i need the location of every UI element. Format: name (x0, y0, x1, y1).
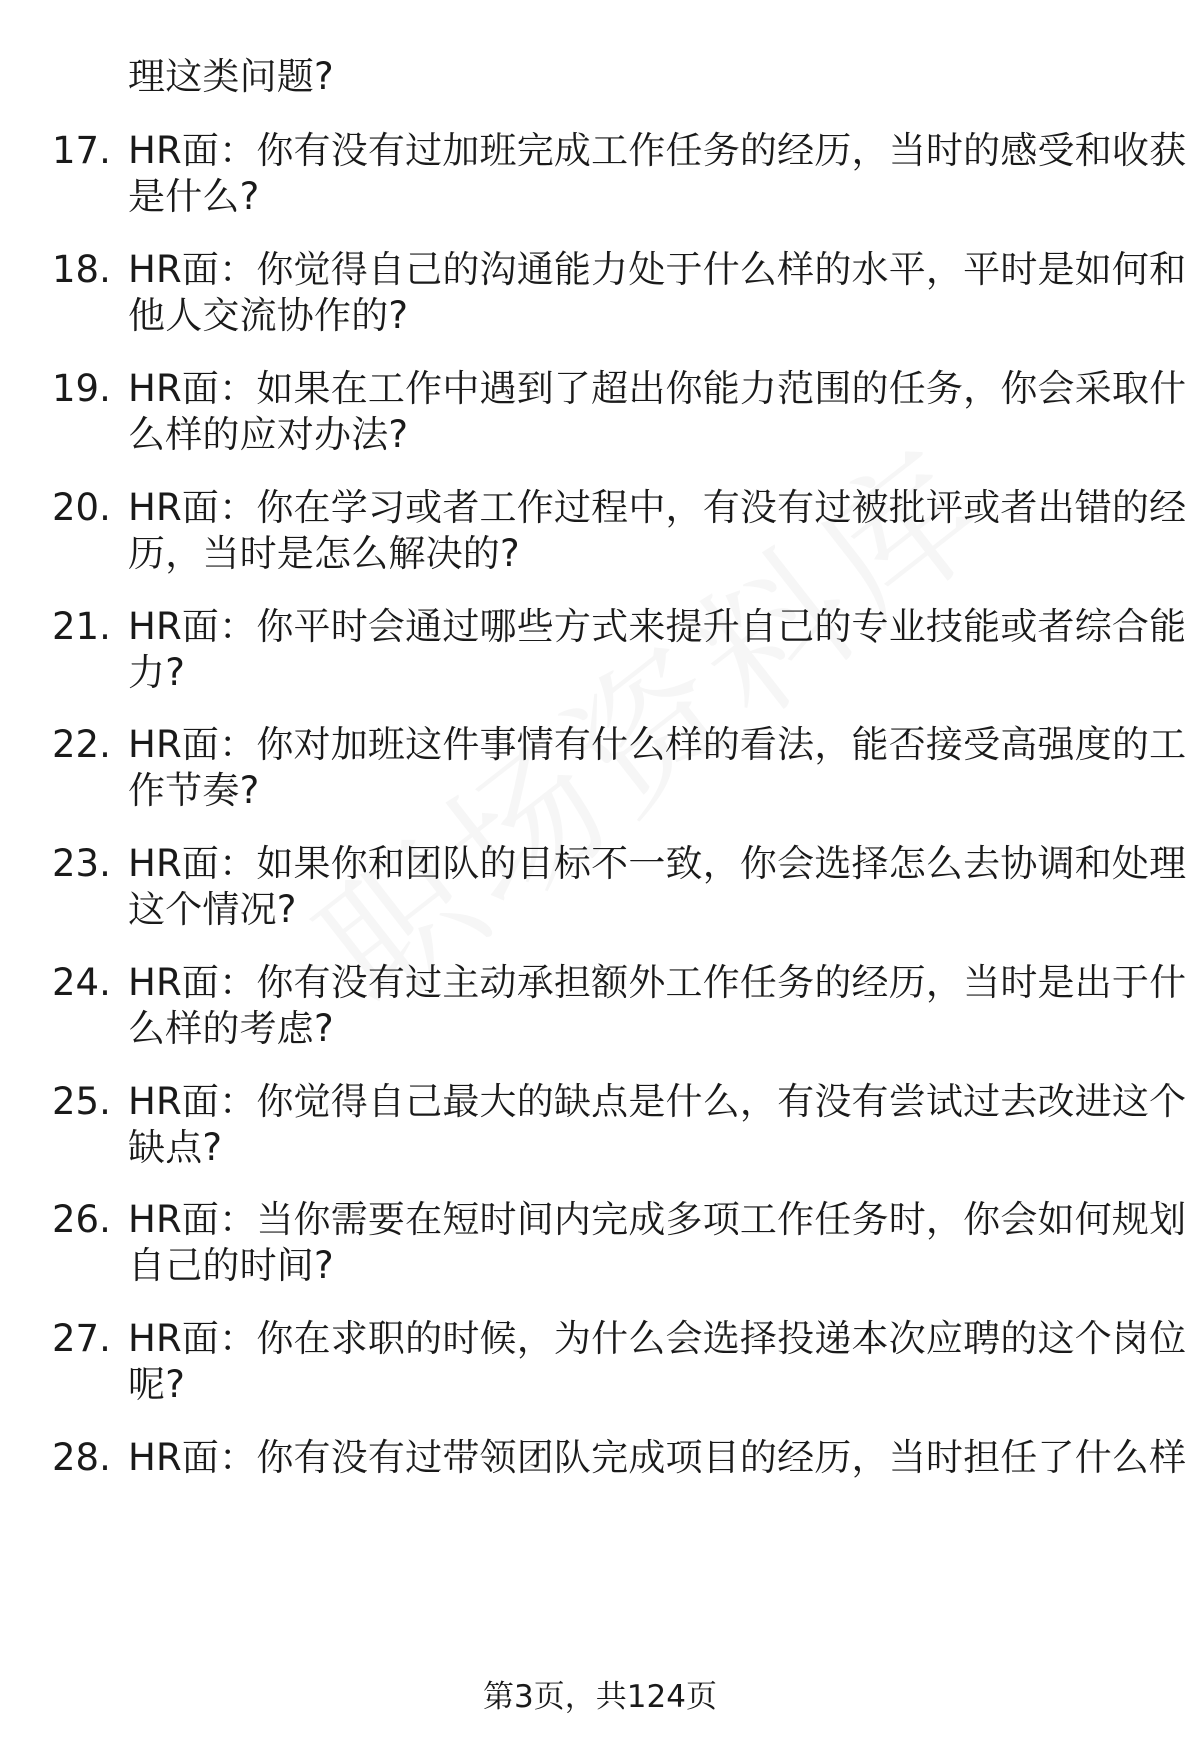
question-number: 22. (52, 723, 111, 766)
question-line: HR面：你有没有过主动承担额外工作任务的经历，当时是出于什 (128, 961, 1187, 1004)
question-number: 28. (52, 1436, 111, 1479)
question-number: 18. (52, 248, 111, 291)
question-number: 23. (52, 842, 111, 885)
question-line: 这个情况? (128, 888, 297, 931)
question-number: 19. (52, 367, 111, 410)
question-line: HR面：如果在工作中遇到了超出你能力范围的任务，你会采取什 (128, 367, 1187, 410)
question-line: HR面：你有没有过加班完成工作任务的经历，当时的感受和收获 (128, 129, 1187, 172)
question-line: HR面：当你需要在短时间内完成多项工作任务时，你会如何规划 (128, 1198, 1187, 1241)
question-number: 25. (52, 1080, 111, 1123)
question-line: HR面：你平时会通过哪些方式来提升自己的专业技能或者综合能 (128, 605, 1187, 648)
question-line: 呢? (128, 1363, 186, 1406)
question-line: HR面：你觉得自己的沟通能力处于什么样的水平，平时是如何和 (128, 248, 1187, 291)
question-number: 17. (52, 129, 111, 172)
question-number: 21. (52, 605, 111, 648)
continuation-text: 理这类问题? (128, 55, 334, 98)
question-line: 么样的考虑? (128, 1007, 334, 1050)
question-line: 历，当时是怎么解决的? (128, 532, 520, 575)
page-footer: 第3页，共124页 (483, 1679, 717, 1715)
question-number: 27. (52, 1317, 111, 1360)
question-line: HR面：如果你和团队的目标不一致，你会选择怎么去协调和处理 (128, 842, 1187, 885)
question-line: 自己的时间? (128, 1244, 334, 1287)
question-line: 是什么? (128, 175, 260, 218)
question-line: 缺点? (128, 1126, 223, 1169)
question-line: HR面：你有没有过带领团队完成项目的经历，当时担任了什么样 (128, 1436, 1187, 1479)
question-line: 么样的应对办法? (128, 413, 409, 456)
question-line: HR面：你觉得自己最大的缺点是什么，有没有尝试过去改进这个 (128, 1080, 1187, 1123)
question-line: HR面：你在求职的时候，为什么会选择投递本次应聘的这个岗位 (128, 1317, 1187, 1360)
question-number: 24. (52, 961, 111, 1004)
question-line: 他人交流协作的? (128, 294, 409, 337)
question-number: 26. (52, 1198, 111, 1241)
question-line: HR面：你对加班这件事情有什么样的看法，能否接受高强度的工 (128, 723, 1187, 766)
question-line: 作节奏? (128, 769, 260, 812)
question-number: 20. (52, 486, 111, 529)
question-line: 力? (128, 651, 186, 694)
question-line: HR面：你在学习或者工作过程中，有没有过被批评或者出错的经 (128, 486, 1187, 529)
